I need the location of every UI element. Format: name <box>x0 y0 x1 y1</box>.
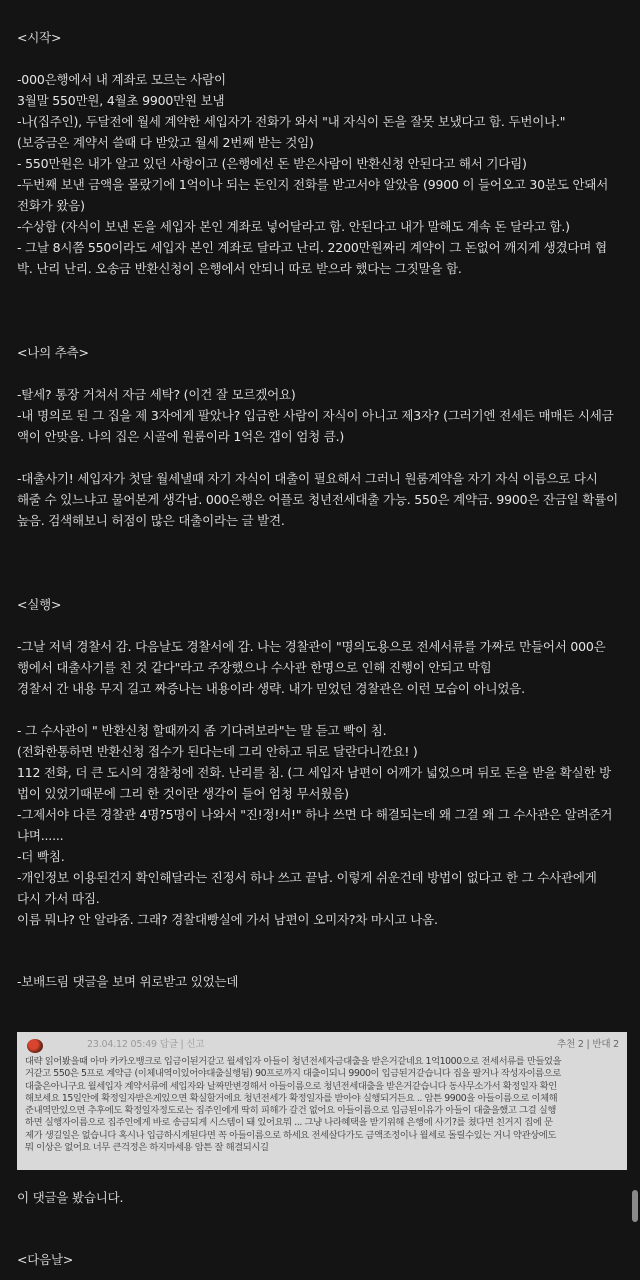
comment-line: 준내역만있으면 추후에도 확정일자정도로는 집주인에게 딱히 피해가 갈건 없어요 아들이름으로 입금된이유가 아들이 대출을했고 그걸 실행 <box>25 1105 556 1117</box>
comment-screenshot <box>17 1032 627 1170</box>
comment-meta: 23.04.12 05:49 답글 | 신고 <box>87 1039 205 1050</box>
section-heading-start: <시작> <box>17 30 62 45</box>
post-line: - 그날 8시쯤 550이라도 세입자 본인 계좌로 달라고 난리. 2200만원짜리 계약이 그 돈없어 깨지게 생겼다며 협 <box>17 240 607 255</box>
comment-line: 대략 읽어봤을때 아마 카카오뱅크로 입금이된거같고 월세입자 아들이 청년전세자금대출을 받은거같네요 1억1000으로 전세서류를 만들었을 <box>25 1056 562 1067</box>
post-line: 행에서 대출사기를 친 것 같다"라고 주장했으나 수사관 한명으로 인해 진행이 안되고 막힘 <box>17 660 492 675</box>
post-line: 다시 가서 따짐. <box>17 891 100 906</box>
post-line: -000은행에서 내 계좌로 모르는 사람이 <box>17 72 226 87</box>
post-line: 법이 있었기때문에 그리 한 것이란 생각이 들어 엄청 무서웠음) <box>17 786 349 801</box>
avatar <box>27 1039 43 1053</box>
post-line: -수상함 (자식이 보낸 돈을 세입자 본인 계좌로 넣어달라고 함. 안된다고 내가 말해도 계속 돈 달라고 함.) <box>17 219 570 234</box>
post-line: 높음. 검색해보니 허점이 많은 대출이라는 글 발견. <box>17 513 285 528</box>
post-line: 112 전화, 더 큰 도시의 경찰청에 전화. 난리를 침. (그 세입자 남편이 어깨가 넓었으며 뒤로 돈을 받을 확실한 방 <box>17 765 612 780</box>
post-line: 이 댓글을 봤습니다. <box>17 1190 124 1205</box>
post-line: -그날 저녁 경찰서 감. 다음날도 경찰서에 감. 나는 경찰관이 "명의도용으로 전세서류를 가짜로 만들어서 000은 <box>17 639 606 654</box>
comment-line: 대출은아니구요 월세입자 계약서류에 세입자와 날짜만변경해서 아들이름으로 청년전세대출을 받은거같습니다 동사무소가서 확정일자 확인 <box>25 1080 557 1092</box>
comment-line: 거같고 550은 5프로 계약금 (이체내역이있어야대출실행됨) 90프로까지 대출이되니 9900이 입금된거같습니다 집을 팔거나 작성자이름으로 <box>25 1068 561 1080</box>
comment-line: 해보세요 15일안에 확정일자받은게있으면 확실할거에요 청년전세가 확정일자를 받아야 실행되거든요 .. 암튼 9900을 아들이름으로 이체해 <box>25 1092 558 1104</box>
section-heading-action: <실행> <box>17 597 62 612</box>
post-line: 액이 안맞음. 나의 집은 시골에 원룸이라 1억은 갭이 엄청 큼.) <box>17 429 345 444</box>
post-line: - 550만원은 내가 알고 있던 사항이고 (은행에선 돈 받은사람이 반환신청 안된다고 해서 기다림) <box>17 156 527 171</box>
post-line: -개인정보 이용된건지 확인해달라는 진정서 하나 쓰고 끝남. 이렇게 쉬운건데 방법이 없다고 한 그 수사관에게 <box>17 870 597 885</box>
post-line: 전화가 왔음) <box>17 198 85 213</box>
post-line: (보증금은 계약서 쓸때 다 받았고 월세 2번째 받는 것임) <box>17 135 314 150</box>
scrollbar-thumb[interactable] <box>632 1190 638 1222</box>
post-line: -더 빡침. <box>17 849 65 864</box>
post-line: -내 명의로 된 그 집을 제 3자에게 팔았나? 입금한 사람이 자식이 아니고 제3자? (그러기엔 전세든 매매든 시세금 <box>17 408 614 423</box>
post-line: 이름 뭐냐? 안 알랴줌. 그래? 경찰대빵실에 가서 남편이 오미자?차 마시고 나옴. <box>17 912 438 927</box>
post-line: 경찰서 간 내용 무지 길고 짜증나는 내용이라 생략. 내가 믿었던 경찰관은 이런 모습이 아니었음. <box>17 681 525 696</box>
section-heading-guess: <나의 추측> <box>17 345 89 360</box>
post-line: 해줄 수 있느냐고 물어본게 생각남. 000은행은 어플로 청년전세대출 가능. 550은 계약금. 9900은 잔금일 확률이 <box>17 492 619 507</box>
post-line: -대출사기! 세입자가 첫달 월세낼때 자기 자식이 대출이 필요해서 그러니 원룸계약을 자기 자식 이름으로 다시 <box>17 471 598 486</box>
comment-line: 제가 생길일은 없습니다 혹시나 입금하시게된다면 꼭 아들이름으로 하세요 전세살다가도 금액조정이나 월세로 돌릴수있는 거니 약관상에도 <box>25 1129 556 1141</box>
comment-body <box>25 1056 619 1154</box>
scrollbar[interactable] <box>630 0 640 1280</box>
post-line: -그제서야 다른 경찰관 4명?5명이 나와서 "진!정!서!" 하나 쓰면 다 해결되는데 왜 그걸 왜 그 수사관은 알려준거 <box>17 807 613 822</box>
comment-line: 뭐 이상은 없어요 너무 큰걱정은 하지마세용 암튼 잘 해결되시길 <box>25 1142 269 1154</box>
section-heading-nextday: <다음날> <box>17 1252 74 1267</box>
post-line: - 그 수사관이 " 반환신청 할때까지 좀 기다려보라"는 말 듣고 빡이 침. <box>17 723 387 738</box>
post-line: -보배드림 댓글을 보며 위로받고 있었는데 <box>17 974 239 989</box>
comment-line: 하면 실행자이름으로 집주인에게 바로 송금되게 시스템이 돼 있어요뭐 ... 그냥 나라혜택을 받기위해 은행에 사기?를 쳤다면 친거지 집에 문 <box>25 1117 553 1129</box>
post-line: -탈세? 통장 거쳐서 자금 세탁? (이건 잘 모르겠어요) <box>17 387 296 402</box>
post-line: -나(집주인), 두달전에 월세 계약한 세입자가 전화가 와서 "내 자식이 돈을 잘못 보냈다고 함. 두번이나." <box>17 114 566 129</box>
post-line: -두번째 보낸 금액을 몰랐기에 1억이나 되는 돈인지 전화를 받고서야 알았음 (9900 이 들어오고 30분도 안돼서 <box>17 177 609 192</box>
post-line: (전화한통하면 반환신청 접수가 된다는데 그리 안하고 뒤로 달란다니깐요! ) <box>17 744 418 759</box>
post-line: 냐며...... <box>17 828 64 843</box>
post-line: 박. 난리 난리. 오송금 반환신청이 은행에서 안되니 따로 받으라 했다는 그짓말을 함. <box>17 261 462 276</box>
post-line: 3월말 550만원, 4월초 9900만원 보냄 <box>17 93 225 108</box>
comment-votes: 추천 2 | 반대 2 <box>557 1039 619 1050</box>
comment-header <box>25 1036 619 1054</box>
